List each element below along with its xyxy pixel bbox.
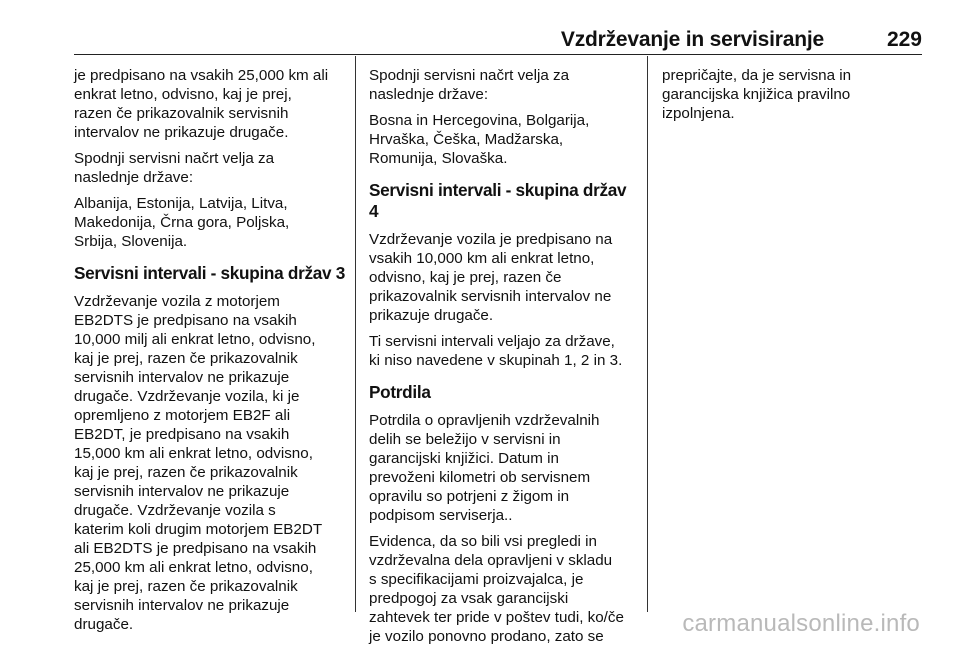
page-number: 229 xyxy=(886,28,922,51)
paragraph: Spodnji servisni načrt velja za naslednje države: xyxy=(74,150,275,186)
paragraph: Albanija, Estonija, Latvija, Litva, Makedonija, Črna gora, Poljska, Srbija, Slovenija. xyxy=(74,195,290,250)
column-divider-2 xyxy=(647,56,648,612)
page-header xyxy=(74,22,922,55)
column-left xyxy=(74,66,346,641)
paragraph: Spodnji servisni načrt velja za naslednje države: xyxy=(369,67,570,103)
section-heading-group-4: Servisni intervali - skupina držav 4 xyxy=(369,180,627,221)
column-divider-1 xyxy=(355,56,356,612)
column-right xyxy=(662,66,922,130)
column-middle xyxy=(369,66,639,653)
section-heading-potrdila: Potrdila xyxy=(369,382,431,402)
paragraph: Bosna in Hercegovina, Bolgarija, Hrvaška, Češka, Madžarska, Romunija, Slovaška. xyxy=(369,112,590,167)
paragraph: prepričajte, da je servisna in garancijska knjižica pravilno izpolnjena. xyxy=(662,67,852,122)
paragraph: Evidenca, da so bili vsi pregledi in vzdrževalna dela opravljeni v skladu s specifikacijami proizvajalca, je predpogoj za vsak garancijski zahtevek ter pride v poštev tudi, ko/če je vozilo ponovno prodano, zato se xyxy=(369,533,624,645)
paragraph: Ti servisni intervali veljajo za države, ki niso navedene v skupinah 1, 2 in 3. xyxy=(369,333,623,369)
paragraph: Potrdila o opravljenih vzdrževalnih delih se beležijo v servisni in garancijski knjižici. Datum in prevoženi kilometri ob servisnem opravilu so potrjeni z žigom in podpisom serviserja.. xyxy=(369,412,600,524)
watermark: carmanualsonline.info xyxy=(682,610,920,637)
paragraph: Vzdrževanje vozila je predpisano na vsakih 10,000 km ali enkrat letno, odvisno, kaj je prej, razen če prikazovalnik servisnih intervalov ne prikazuje drugače. xyxy=(369,231,613,324)
page-title: Vzdrževanje in servisiranje xyxy=(560,28,824,51)
section-heading-group-3: Servisni intervali - skupina držav 3 xyxy=(74,263,345,283)
paragraph: Vzdrževanje vozila z motorjem EB2DTS je predpisano na vsakih 10,000 milj ali enkrat letno, odvisno, kaj je prej, razen če prikazovalnik servisnih intervalov ne prikazuje drugače. Vzdrževanje vozila, ki je opremljeno z motorjem EB2F ali EB2DT, je predpisano na vsakih 15,000 km ali enkrat letno, odvisno, kaj je prej, razen če prikazovalnik servisnih intervalov ne prikazuje drugače. Vzdrževanje vozila s katerim koli drugim motorjem EB2DT ali EB2DTS je predpisano na vsakih 25,000 km ali enkrat letno, odvisno, kaj je prej, razen če prikazovalnik servisnih intervalov ne prikazuje drugače. xyxy=(74,293,323,633)
paragraph: je predpisano na vsakih 25,000 km ali enkrat letno, odvisno, kaj je prej, razen če prikazovalnik servisnih intervalov ne prikazuje drugače. xyxy=(74,67,329,141)
